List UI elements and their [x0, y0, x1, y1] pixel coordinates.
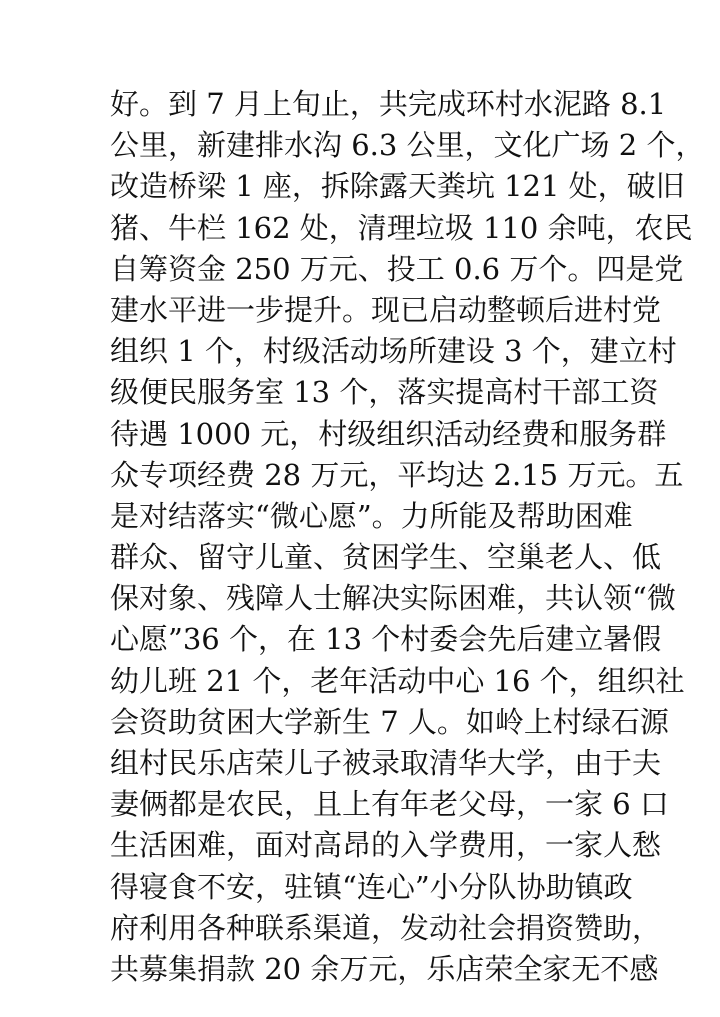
text-line: 共募集捐款 20 余万元，乐店荣全家无不感 — [110, 951, 659, 986]
text-line: 保对象、残障人士解决实际困难，共认领“微 — [110, 581, 676, 616]
text-line: 改造桥梁 1 座，拆除露天粪坑 121 处，破旧 — [110, 169, 685, 204]
text-line: 是对结落实“微心愿”。力所能及帮助困难 — [110, 498, 633, 533]
text-line: 猪、牛栏 162 处，清理垃圾 110 余吨，农民 — [110, 210, 693, 245]
text-line: 群众、留守儿童、贫困学生、空巢老人、低 — [110, 540, 662, 575]
text-line: 生活困难，面对高昂的入学费用，一家人愁 — [110, 828, 662, 863]
body-paragraph — [110, 84, 705, 990]
text-line: 建水平进一步提升。现已启动整顿后进村党 — [110, 292, 662, 327]
text-line: 会资助贫困大学新生 7 人。如岭上村绿石源 — [110, 704, 669, 739]
text-line: 公里，新建排水沟 6.3 公里，文化广场 2 个， — [110, 128, 705, 163]
text-line: 幼儿班 21 个，老年活动中心 16 个，组织社 — [110, 663, 685, 698]
text-line: 组村民乐店荣儿子被录取清华大学，由于夫 — [110, 746, 662, 780]
text-line: 府利用各种联系渠道，发动社会捐资赞助， — [110, 910, 662, 945]
text-line: 妻俩都是农民，且上有年老父母，一家 6 口 — [110, 787, 669, 822]
text-line: 自筹资金 250 万元、投工 0.6 万个。四是党 — [110, 251, 684, 286]
text-line: 好。到 7 月上旬止，共完成环村水泥路 8.1 — [110, 87, 667, 121]
text-line: 心愿”36 个，在 13 个村委会先后建立暑假 — [110, 622, 662, 657]
text-line: 组织 1 个，村级活动场所建设 3 个，建立村 — [110, 334, 677, 369]
text-line: 得寝食不安，驻镇“连心”小分队协助镇政 — [110, 869, 633, 904]
text-line: 众专项经费 28 万元，平均达 2.15 万元。五 — [110, 457, 684, 492]
text-line: 待遇 1000 元，村级组织活动经费和服务群 — [110, 416, 667, 451]
text-line: 级便民服务室 13 个，落实提高村干部工资 — [110, 375, 659, 410]
